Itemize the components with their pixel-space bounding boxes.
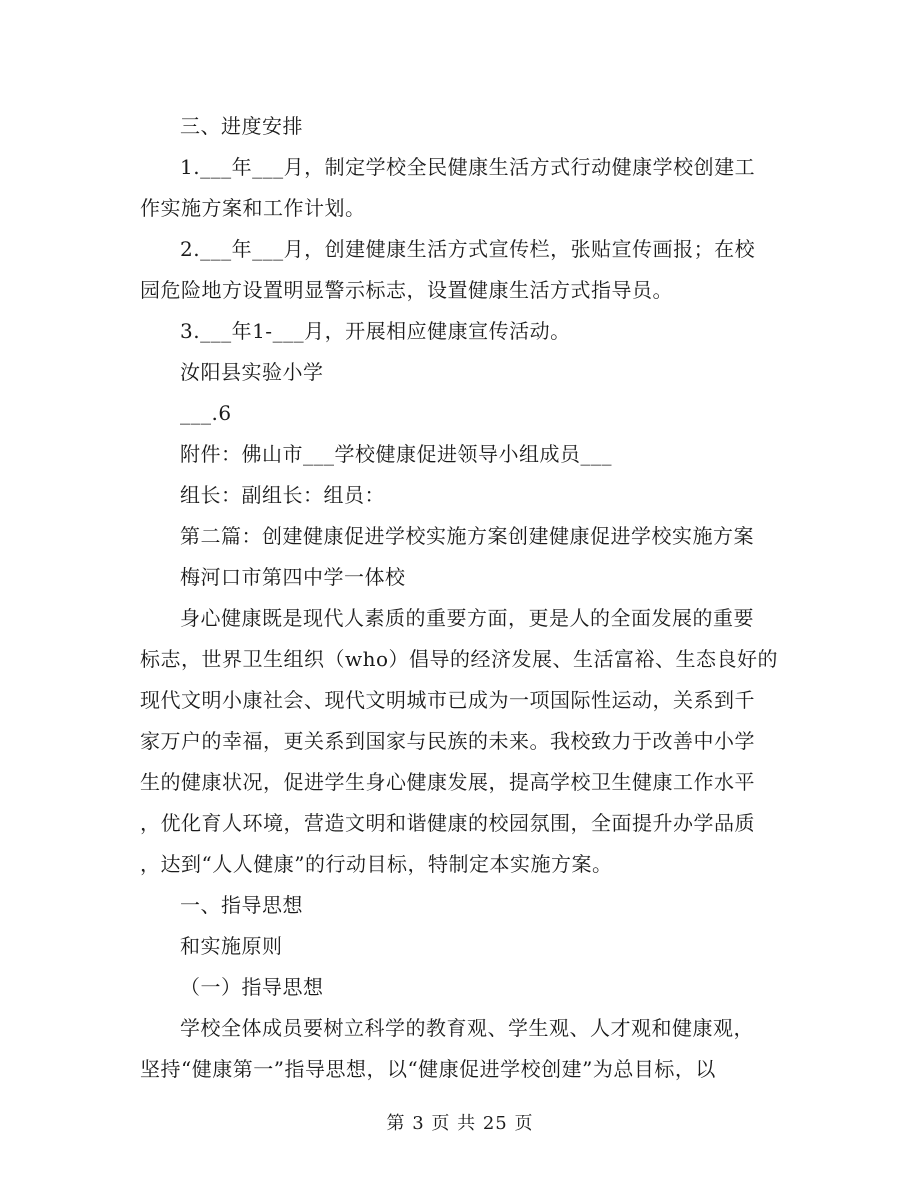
paragraph-line: ，达到“人人健康”的行动目标，特制定本实施方案。 xyxy=(140,852,613,876)
paragraph-line: 坚持“健康第一”指导思想，以“健康促进学校创建”为总目标，以 xyxy=(140,1057,716,1081)
subsection-heading: （一）指导思想 xyxy=(180,975,324,999)
section-heading-continuation: 和实施原则 xyxy=(180,934,283,958)
paragraph-line: 现代文明小康社会、现代文明城市已成为一项国际性运动，关系到千 xyxy=(140,688,755,712)
paragraph-line: 生的健康状况，促进学生身心健康发展，提高学校卫生健康工作水平 xyxy=(140,770,755,794)
paragraph-line: 标志，世界卫生组织（who）倡导的经济发展、生活富裕、生态良好的 xyxy=(140,647,779,671)
paragraph-line: 作实施方案和工作计划。 xyxy=(140,196,366,220)
paragraph-line: ，优化育人环境，营造文明和谐健康的校园氛围，全面提升办学品质 xyxy=(140,811,755,835)
group-members-line: 组长：副组长：组员： xyxy=(180,483,385,507)
paragraph-line: 身心健康既是现代人素质的重要方面，更是人的全面发展的重要 xyxy=(180,606,754,630)
school-name: 梅河口市第四中学一体校 xyxy=(180,565,406,589)
paragraph-line: 2.___年___月，创建健康生活方式宣传栏，张贴宣传画报；在校 xyxy=(180,237,756,261)
page-footer: 第 3 页 共 25 页 xyxy=(386,1113,534,1134)
chapter-title: 第二篇：创建健康促进学校实施方案创建健康促进学校实施方案 xyxy=(180,524,754,548)
paragraph-line: 学校全体成员要树立科学的教育观、学生观、人才观和健康观， xyxy=(180,1016,754,1040)
paragraph-line: 3.___年1-___月，开展相应健康宣传活动。 xyxy=(180,319,571,343)
section-heading-guiding-ideology: 一、指导思想 xyxy=(180,893,303,917)
paragraph-line: 家万户的幸福，更关系到国家与民族的未来。我校致力于改善中小学 xyxy=(140,729,755,753)
date-line: ___.6 xyxy=(180,401,232,425)
paragraph-line: 园危险地方设置明显警示标志，设置健康生活方式指导员。 xyxy=(140,278,673,302)
attachment-line: 附件：佛山市___学校健康促进领导小组成员___ xyxy=(180,442,612,466)
school-name: 汝阳县实验小学 xyxy=(180,360,324,384)
paragraph-line: 1.___年___月，制定学校全民健康生活方式行动健康学校创建工 xyxy=(180,155,756,179)
section-heading-schedule: 三、进度安排 xyxy=(180,114,303,138)
